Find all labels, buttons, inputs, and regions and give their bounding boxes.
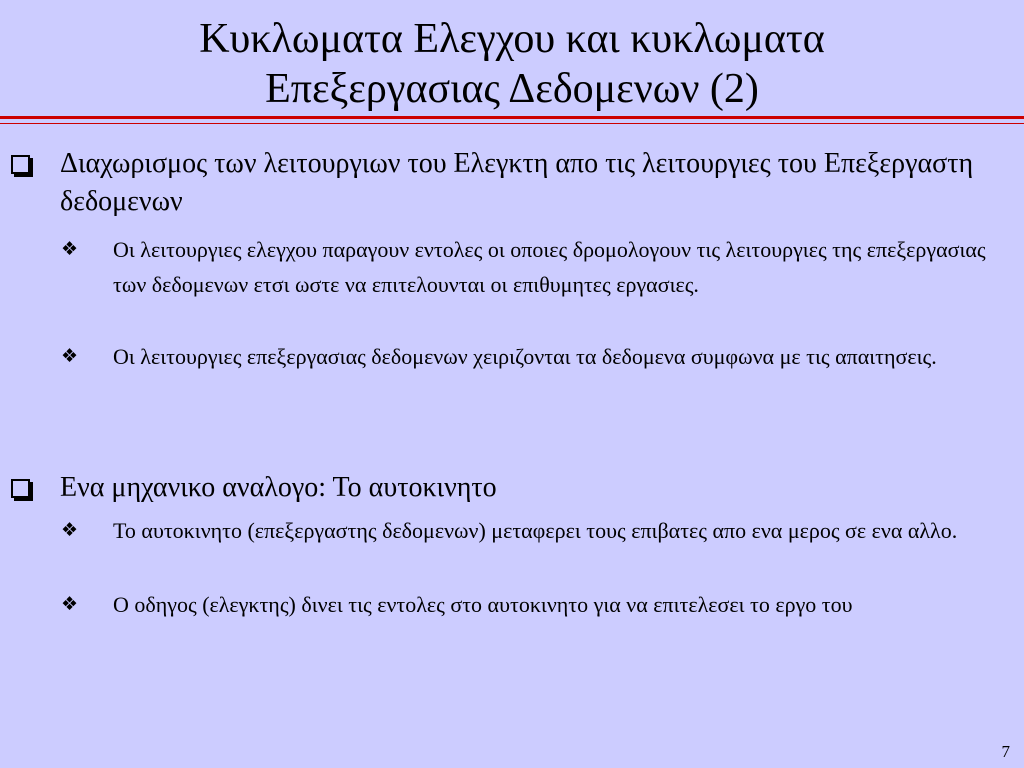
four-diamond-bullet-icon: ❖ — [61, 238, 79, 260]
title-divider-thin — [0, 123, 1024, 124]
title-divider-thick — [0, 116, 1024, 119]
slide-title — [0, 14, 1024, 114]
slide-title-line-1: Κυκλωματα Ελεγχου και κυκλωματα — [199, 16, 825, 62]
section-1-bullet — [60, 145, 1000, 221]
section-2-item-2 — [61, 587, 1008, 622]
hollow-square-bullet-icon — [11, 479, 30, 498]
section-1-text: Διαχωρισμος των λειτουργιων του Ελεγκτη απο τις λειτουργιες του Επεξεργαστη δεδομενων — [60, 148, 974, 217]
hollow-square-bullet-icon — [11, 155, 30, 174]
four-diamond-bullet-icon: ❖ — [61, 345, 79, 367]
section-1-item-1-text: Οι λειτουργιες ελεγχου παραγουν εντολες οι οποιες δρομολογουν τις λειτουργιες της επεξεργασιας των δεδομενων ετσι ωστε να επιτελουνται οι επιθυμητες εργασιες. — [113, 237, 986, 297]
section-2-text: Ενα μηχανικο αναλογο: Το αυτοκινητο — [60, 472, 497, 503]
section-2-item-2-text: Ο οδηγος (ελεγκτης) δινει τις εντολες στο αυτοκινητο για να επιτελεσει το εργο του — [113, 592, 853, 617]
section-1-item-2-text: Οι λειτουργιες επεξεργασιας δεδομενων χειριζονται τα δεδομενα συμφωνα με τις απαιτησεις. — [113, 344, 937, 369]
section-2-bullet — [60, 469, 1000, 507]
section-2-item-1 — [61, 513, 1008, 548]
section-2-item-1-text: Το αυτοκινητο (επεξεργαστης δεδομενων) μεταφερει τους επιβατες απο ενα μερος σε ενα αλλο. — [113, 518, 958, 543]
section-1-item-2 — [61, 339, 1008, 374]
four-diamond-bullet-icon: ❖ — [61, 519, 79, 541]
four-diamond-bullet-icon: ❖ — [61, 593, 79, 615]
section-1-item-1 — [61, 232, 1008, 302]
page-number: 7 — [1001, 742, 1010, 761]
slide-title-line-2: Επεξεργασιας Δεδομενων (2) — [265, 66, 759, 112]
